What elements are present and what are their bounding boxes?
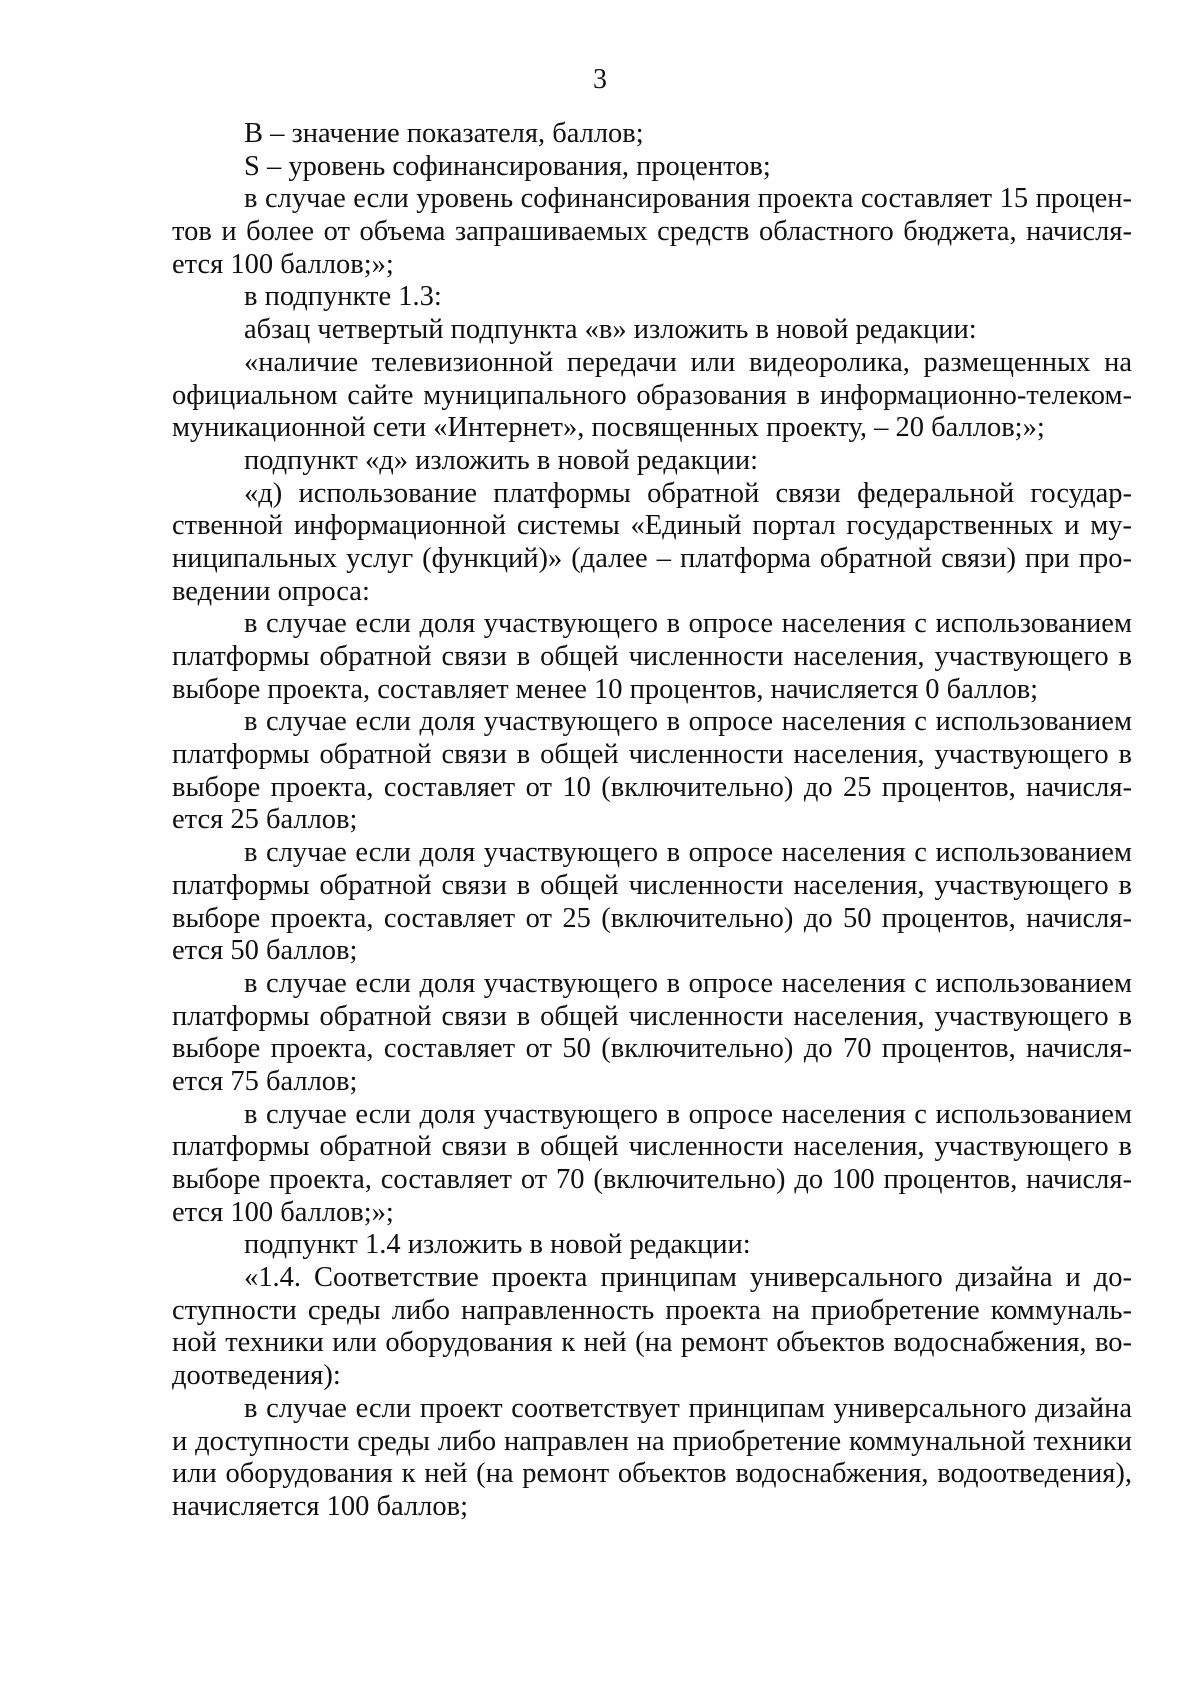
text-line: ется 75 баллов;: [172, 1065, 358, 1097]
text-line: «1.4. Соответствие проекта принципам универсального дизайна и до-: [244, 1262, 1132, 1294]
text-line: в случае если доля участвующего в опросе населения с использованием: [244, 1098, 1132, 1130]
text-line: абзац четвертый подпункта «в» изложить в новой редакции:: [244, 314, 977, 346]
text-line: ется 100 баллов;»;: [172, 248, 394, 280]
text-line: платформы обратной связи в общей численности населения, участвующего в: [172, 1000, 1132, 1032]
text-line: в случае если доля участвующего в опросе населения с использованием: [244, 706, 1132, 738]
text-line: B – значение показателя, баллов;: [244, 118, 644, 149]
text-line: муникационной сети «Интернет», посвященных проекту, – 20 баллов;»;: [172, 412, 1045, 444]
text-line: выборе проекта, составляет от 25 (включительно) до 50 процентов, начисля-: [172, 902, 1132, 934]
text-line: доотведения):: [172, 1360, 341, 1392]
text-line: в случае если доля участвующего в опросе населения с использованием: [244, 608, 1132, 640]
text-line: или оборудования к ней (на ремонт объектов водоснабжения, водоотведения),: [172, 1458, 1132, 1490]
text-line: ется 50 баллов;: [172, 935, 358, 967]
page-number: 3: [593, 64, 607, 95]
text-line: в случае если проект соответствует принципам универсального дизайна: [244, 1392, 1132, 1424]
text-line: «д) использование платформы обратной связи федеральной государ-: [244, 477, 1132, 509]
text-line: ственной информационной системы «Единый портал государственных и му-: [172, 510, 1132, 542]
text-line: выборе проекта, составляет менее 10 процентов, начисляется 0 баллов;: [172, 673, 1039, 705]
text-line: ступности среды либо направленность проекта на приобретение коммуналь-: [172, 1294, 1132, 1326]
text-line: ной техники или оборудования к ней (на ремонт объектов водоснабжения, во-: [172, 1327, 1132, 1359]
text-line: в случае если доля участвующего в опросе населения с использованием: [244, 967, 1132, 999]
text-line: выборе проекта, составляет от 50 (включительно) до 70 процентов, начисля-: [172, 1033, 1132, 1065]
text-line: в подпункте 1.3:: [244, 281, 442, 313]
text-line: ведении опроса:: [172, 575, 370, 607]
text-line: выборе проекта, составляет от 70 (включительно) до 100 процентов, начисля-: [172, 1164, 1132, 1195]
text-line: подпункт «д» изложить в новой редакции:: [244, 444, 759, 476]
document-body: [172, 118, 1132, 1524]
text-line: выборе проекта, составляет от 10 (включительно) до 25 процентов, начисля-: [172, 771, 1132, 803]
text-line: официальном сайте муниципального образования в информационно-телеком-: [172, 379, 1132, 411]
text-line: платформы обратной связи в общей численности населения, участвующего в: [172, 869, 1132, 901]
text-line: ется 100 баллов;»;: [172, 1196, 394, 1228]
text-line: ниципальных услуг (функций)» (далее – платформа обратной связи) при про-: [172, 542, 1132, 574]
text-line: платформы обратной связи в общей численности населения, участвующего в: [172, 739, 1132, 771]
text-line: в случае если уровень софинансирования проекта составляет 15 процен-: [244, 183, 1132, 215]
text-line: в случае если доля участвующего в опросе населения с использованием: [244, 837, 1132, 869]
text-line: ется 25 баллов;: [172, 804, 358, 836]
text-line: «наличие телевизионной передачи или видеоролика, размещенных на: [244, 346, 1132, 378]
text-line: и доступности среды либо направлен на приобретение коммунальной техники: [172, 1425, 1132, 1457]
text-line: подпункт 1.4 изложить в новой редакции:: [244, 1229, 751, 1261]
text-line: платформы обратной связи в общей численности населения, участвующего в: [172, 1131, 1132, 1163]
text-line: платформы обратной связи в общей численности населения, участвующего в: [172, 641, 1132, 672]
text-line: S – уровень софинансирования, процентов;: [244, 150, 771, 182]
text-line: тов и более от объема запрашиваемых средств областного бюджета, начисля-: [172, 216, 1132, 248]
text-line: начисляется 100 баллов;: [172, 1490, 469, 1522]
